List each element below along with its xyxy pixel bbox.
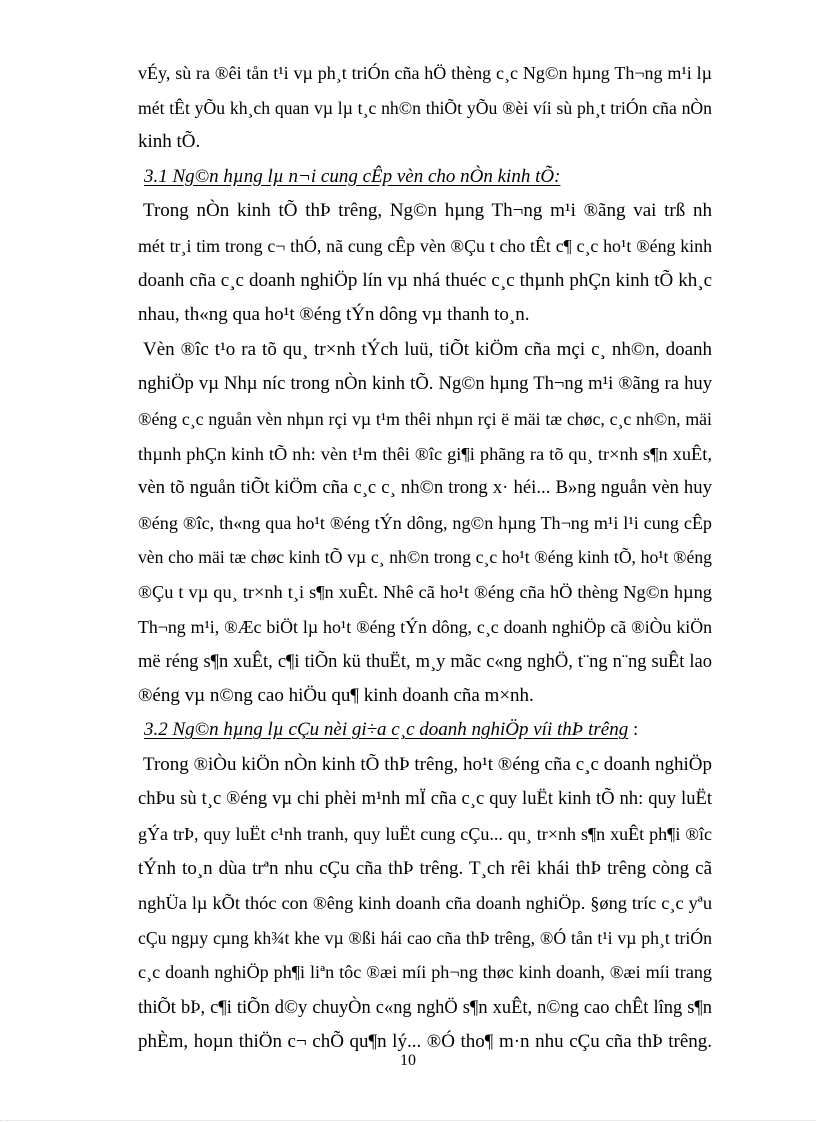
section-heading-3-1 (138, 160, 712, 195)
text-line: vÉy, sù ra ®êi tån t¹i vµ ph¸t triÓn cña hÖ thèng c¸c Ng©n hµng Th¬ng m¹i lµ (138, 63, 712, 83)
text-line: thiÕt bÞ, c¶i tiÕn d©y chuyÒn c«ng nghÖ s¶n xuÊt, n©ng cao chÊt lîng s¶n (138, 997, 712, 1018)
text-line: më réng s¶n xuÊt, c¶i tiÕn kü thuËt, m¸y mãc c«ng nghÖ, t¨ng n¨ng suÊt lao (138, 651, 712, 672)
text-line: thµnh phÇn kinh tÕ nh: vèn t¹m thêi ®îc gi¶i phãng ra tõ qu¸ tr×nh s¶n xuÊt, (138, 443, 712, 464)
section-heading-text: 3.2 Ng©n hµng lµ cÇu nèi gi÷a c¸c doanh nghiÖp víi thÞ trêng (144, 719, 629, 741)
text-line: nghÜa lµ kÕt thóc con ®êng kinh doanh cña doanh nghiÖp. §øng tríc c¸c yªu (138, 893, 712, 914)
text-line: ®éng c¸c nguån vèn nhµn rçi vµ t¹m thêi nhµn rçi ë mäi tæ chøc, c¸c nh©n, mäi (138, 408, 712, 429)
text-line: vèn tõ nguån tiÕt kiÖm cña c¸c c¸ nh©n trong x· héi... B»ng nguån vèn huy (138, 477, 712, 499)
section-3-2-paragraph-1 (138, 748, 712, 1059)
text-line: vèn cho mäi tæ chøc kinh tÕ vµ c¸ nh©n trong c¸c ho¹t ®éng kinh tÕ, ho¹t ®éng (138, 547, 712, 568)
text-line: phÈm, hoµn thiÖn c¬ chÕ qu¶n lý... ®Ó tho¶ m·n nhu cÇu cña thÞ trêng. (138, 1030, 712, 1052)
text-line: mét tÊt yÕu kh¸ch quan vµ lµ t¸c nh©n thiÕt yÕu ®èi víi sù ph¸t triÓn cña nÒn (138, 97, 712, 118)
text-line: gÝa trÞ, quy luËt c¹nh tranh, quy luËt cung cÇu... qu¸ tr×nh s¶n xuÊt ph¶i ®îc (138, 824, 712, 845)
intro-paragraph (138, 56, 712, 160)
text-line: mét tr¸i tim trong c¬ thÓ, nã cung cÊp vèn ®Çu t cho tÊt c¶ c¸c ho¹t ®éng kinh (138, 235, 712, 256)
section-heading-text: 3.1 Ng©n hµng lµ n¬i cung cÊp vèn cho nÒn kinh tÕ: (144, 165, 561, 187)
text-line: nghiÖp vµ Nhµ níc trong nÒn kinh tÕ. Ng©n hµng Th¬ng m¹i ®ãng ra huy (138, 373, 712, 395)
section-3-1-paragraph-2 (138, 333, 712, 714)
page-bottom-divider (0, 1120, 816, 1121)
text-line: chÞu sù t¸c ®éng vµ chi phèi m¹nh mÏ cña c¸c quy luËt kinh tÕ nh: quy luËt (138, 788, 712, 810)
text-line: Trong nÒn kinh tÕ thÞ trêng, Ng©n hµng Th¬ng m¹i ®ãng vai trß nh (143, 200, 712, 222)
text-line: kinh tÕ. (138, 131, 201, 153)
section-heading-line (144, 713, 712, 748)
text-line: Th¬ng m¹i, ®Æc biÖt lµ ho¹t ®éng tÝn dông, c¸c doanh nghiÖp cã ®iÒu kiÖn (138, 616, 712, 637)
text-line: ®éng ®îc, th«ng qua ho¹t ®éng tÝn dông, ng©n hµng Th¬ng m¹i l¹i cung cÊp (138, 512, 712, 533)
section-heading-3-2 (138, 713, 712, 748)
section-3-1-paragraph-1 (138, 194, 712, 332)
text-line: Vèn ®îc t¹o ra tõ qu¸ tr×nh tÝch luü, tiÕt kiÖm cña mçi c¸ nh©n, doanh (143, 338, 712, 360)
text-line: ®éng vµ n©ng cao hiÖu qu¶ kinh doanh cña m×nh. (138, 684, 534, 706)
text-line: c¸c doanh nghiÖp ph¶i liªn tôc ®æi míi ph¬ng thøc kinh doanh, ®æi míi trang (138, 962, 712, 983)
text-line: tÝnh to¸n dùa trªn nhu cÇu cña thÞ trêng. T¸ch rêi khái thÞ trêng còng cã (138, 857, 712, 879)
body-text (138, 56, 712, 1059)
text-line: nhau, th«ng qua ho¹t ®éng tÝn dông vµ thanh to¸n. (138, 304, 530, 326)
text-line: Trong ®iÒu kiÖn nÒn kinh tÕ thÞ trêng, ho¹t ®éng cña c¸c doanh nghiÖp (143, 753, 712, 775)
section-heading-suffix: : (628, 719, 639, 741)
text-line: cÇu ngµy cµng kh¾t khe vµ ®ßi hái cao cña thÞ trêng, ®Ó tån t¹i vµ ph¸t triÓn (138, 927, 712, 948)
page-number: 10 (400, 1052, 416, 1069)
text-line: doanh cña c¸c doanh nghiÖp lín vµ nhá thuéc c¸c thµnh phÇn kinh tÕ kh¸c (138, 269, 712, 291)
text-line: ®Çu t vµ qu¸ tr×nh t¸i s¶n xuÊt. Nhê cã ho¹t ®éng cña hÖ thèng Ng©n hµng (138, 581, 712, 602)
